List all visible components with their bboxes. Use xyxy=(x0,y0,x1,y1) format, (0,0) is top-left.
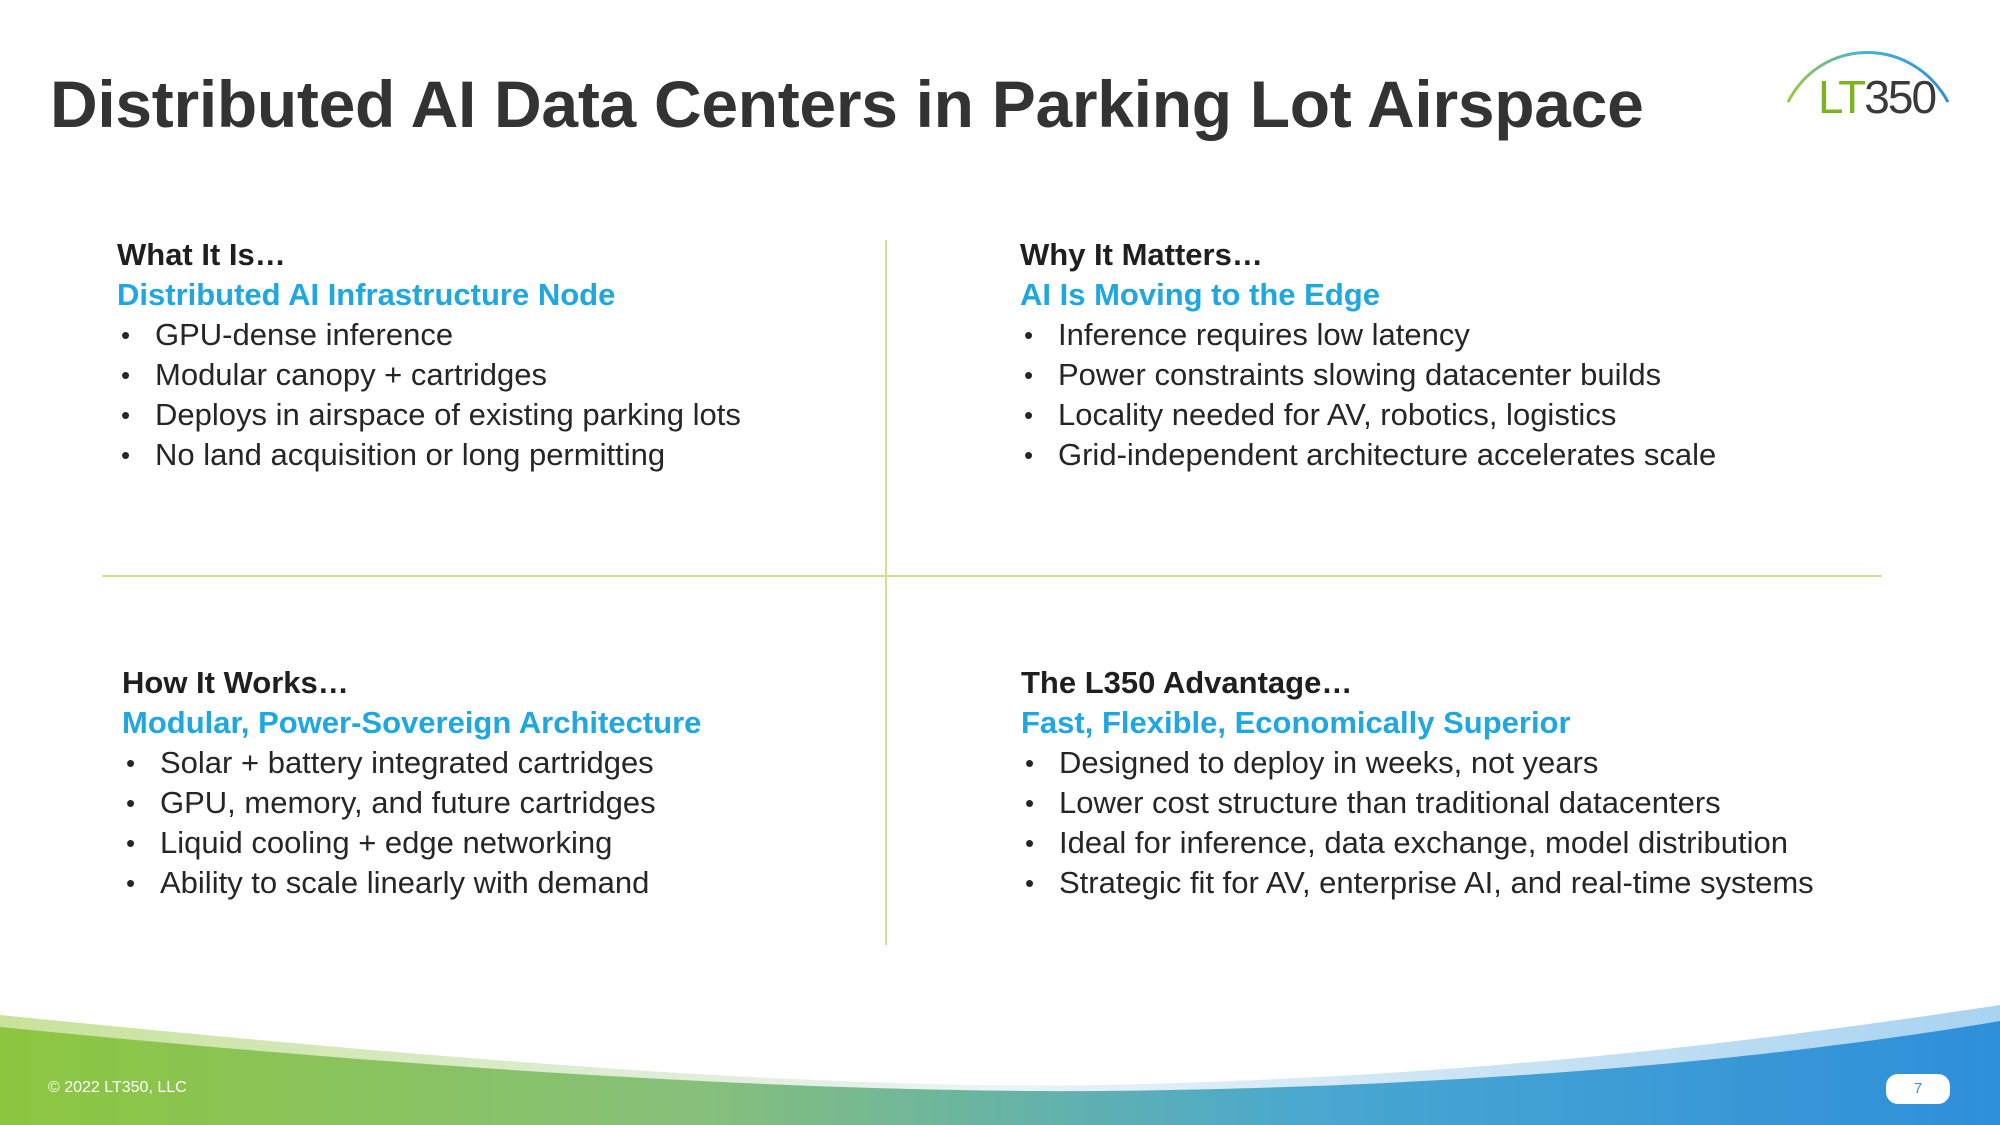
logo-lt: LT xyxy=(1818,71,1865,123)
copyright-text: © 2022 LT350, LLC xyxy=(48,1079,187,1096)
bullet-list xyxy=(1020,315,1716,475)
bullet-text: Power constraints slowing datacenter builds xyxy=(1058,357,1662,392)
bullet-text: Designed to deploy in weeks, not years xyxy=(1059,745,1599,780)
bullet-list xyxy=(1021,743,1814,903)
bullet-item xyxy=(122,823,701,863)
bullet-text: Liquid cooling + edge networking xyxy=(160,825,613,860)
bullet-list xyxy=(117,315,741,475)
quadrant-heading: Why It Matters… xyxy=(1020,237,1263,272)
slide-title: Distributed AI Data Centers in Parking Lot Airspace xyxy=(50,67,1644,141)
bullet-item xyxy=(1020,315,1716,355)
lt350-logo xyxy=(1818,70,1935,124)
bullet-icon: • xyxy=(1025,868,1035,898)
bullet-icon: • xyxy=(1025,748,1035,778)
bullet-item xyxy=(1021,743,1814,783)
bullet-item xyxy=(1020,355,1716,395)
bullet-item xyxy=(117,355,741,395)
bullet-item xyxy=(1020,435,1716,475)
bullet-icon: • xyxy=(121,440,131,470)
quadrant-subheading: Distributed AI Infrastructure Node xyxy=(117,277,616,312)
bullet-item xyxy=(117,315,741,355)
bullet-text: Modular canopy + cartridges xyxy=(155,357,548,392)
bullet-icon: • xyxy=(126,748,136,778)
bullet-item xyxy=(1021,823,1814,863)
bullet-icon: • xyxy=(1024,360,1034,390)
quadrant-why-it-matters xyxy=(1020,235,1716,475)
quadrant-heading: How It Works… xyxy=(122,665,349,700)
bullet-icon: • xyxy=(1024,440,1034,470)
bullet-text: Lower cost structure than traditional datacenters xyxy=(1059,785,1721,820)
quadrant-subheading: Modular, Power-Sovereign Architecture xyxy=(122,705,702,740)
bullet-icon: • xyxy=(121,360,131,390)
bullet-text: Strategic fit for AV, enterprise AI, and real-time systems xyxy=(1059,865,1814,900)
bullet-text: No land acquisition or long permitting xyxy=(155,437,666,472)
footer-wave xyxy=(0,985,2000,1125)
bullet-text: Inference requires low latency xyxy=(1058,317,1470,352)
bullet-text: Locality needed for AV, robotics, logistics xyxy=(1058,397,1617,432)
quadrant-heading: What It Is… xyxy=(117,237,286,272)
bullet-item xyxy=(122,743,701,783)
bullet-icon: • xyxy=(1024,320,1034,350)
bullet-text: Ideal for inference, data exchange, model distribution xyxy=(1059,825,1788,860)
logo-number: 350 xyxy=(1864,71,1936,123)
bullet-icon: • xyxy=(126,868,136,898)
bullet-text: Solar + battery integrated cartridges xyxy=(160,745,654,780)
bullet-item xyxy=(117,395,741,435)
quadrant-advantage xyxy=(1021,663,1814,903)
quadrant-subheading: AI Is Moving to the Edge xyxy=(1020,277,1380,312)
bullet-text: Grid-independent architecture accelerates scale xyxy=(1058,437,1717,472)
bullet-icon: • xyxy=(126,828,136,858)
bullet-text: GPU, memory, and future cartridges xyxy=(160,785,656,820)
bullet-icon: • xyxy=(1025,828,1035,858)
quadrant-what-it-is xyxy=(117,235,741,475)
page-number-badge: 7 xyxy=(1886,1074,1950,1104)
bullet-icon: • xyxy=(121,400,131,430)
quadrant-subheading: Fast, Flexible, Economically Superior xyxy=(1021,705,1571,740)
quadrant-how-it-works xyxy=(122,663,701,903)
quadrant-heading: The L350 Advantage… xyxy=(1021,665,1353,700)
bullet-text: Deploys in airspace of existing parking lots xyxy=(155,397,741,432)
bullet-list xyxy=(122,743,701,903)
bullet-text: GPU-dense inference xyxy=(155,317,454,352)
bullet-icon: • xyxy=(1024,400,1034,430)
bullet-item xyxy=(1021,863,1814,903)
bullet-icon: • xyxy=(121,320,131,350)
bullet-item xyxy=(122,783,701,823)
bullet-item xyxy=(1021,783,1814,823)
bullet-icon: • xyxy=(1025,788,1035,818)
vertical-divider xyxy=(885,240,887,945)
bullet-item xyxy=(1020,395,1716,435)
horizontal-divider xyxy=(102,575,1882,577)
bullet-item xyxy=(117,435,741,475)
bullet-text: Ability to scale linearly with demand xyxy=(160,865,650,900)
bullet-item xyxy=(122,863,701,903)
bullet-icon: • xyxy=(126,788,136,818)
